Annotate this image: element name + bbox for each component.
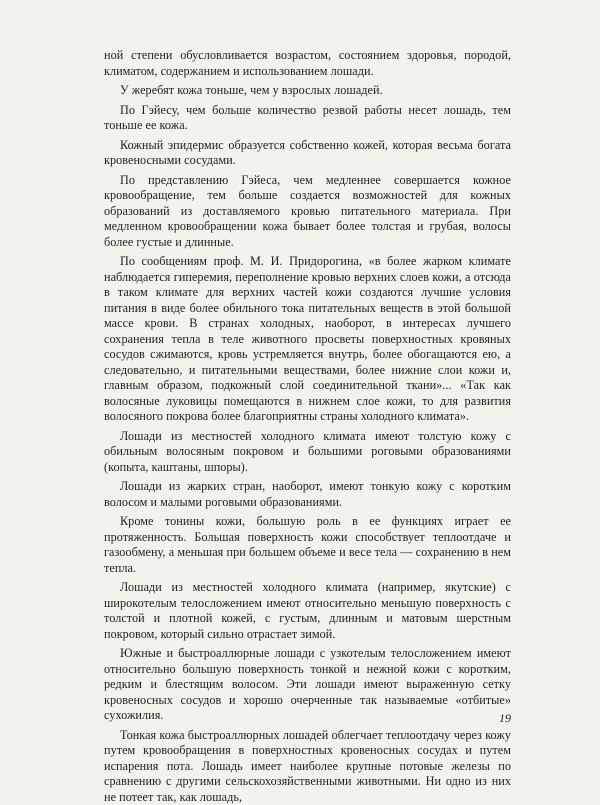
paragraph: По Гэйесу, чем больше количество резвой работы несет лошадь, тем тоньше ее кожа. — [104, 103, 511, 134]
body-text — [104, 48, 511, 805]
paragraph: Южные и быстроаллюрные лошади с узкотелым телосложением имеют относительно большую поверхность тонкой и нежной кожи с коротким, редким и блестящим волосом. Эти лошади имеют выраженную сетку кровеносных сосудов и хорошо очерченные так называемые «отбитые» сухожилия. — [104, 646, 511, 724]
page-number: 19 — [499, 711, 511, 726]
paragraph: По представлению Гэйеса, чем медленнее совершается кожное кровообращение, тем больше создается возможностей для кожных образований из доставляемого кровью питательного материала. При медленном кровообращении кожа бывает более толстая и грубая, волосы более густые и длинные. — [104, 173, 511, 251]
paragraph: Лошади из жарких стран, наоборот, имеют тонкую кожу с коротким волосом и малыми роговыми образованиями. — [104, 479, 511, 510]
paragraph: По сообщениям проф. М. И. Придорогина, «в более жарком климате наблюдается гиперемия, переполнение кровью верхних слоев кожи, а отсюда в таком климате для верхних частей кожи создаются лучшие условия питания в виде более обильного тока питательных веществ в этой большой массе крови. В странах холодных, наоборот, в интересах лучшего сохранения тепла в теле животного просветы поверхностных кровяных сосудов сжимаются, кровь устремляется внутрь, более обогащаются ею, а следовательно, и питательными веществами, более нижние слои кожи и, главным образом, подкожный слой соединительной ткани»... «Так как волосяные луковицы помещаются в нижнем слое кожи, то для развития волосяного покрова более благоприятны страны холодного климата». — [104, 254, 511, 425]
paragraph-continuation: ной степени обусловливается возрастом, состоянием здоровья, породой, климатом, содержанием и использованием лошади. — [104, 48, 511, 79]
paragraph: Тонкая кожа быстроаллюрных лошадей облегчает теплоотдачу через кожу путем кровообращения в поверхностных кровеносных сосудах и путем испарения пота. Лошадь имеет наиболее крупные потовые железы по сравнению с другими сельскохозяйственными животными. Ни одно из них не потеет так, как лошадь, — [104, 728, 511, 805]
paragraph: Кожный эпидермис образуется собственно кожей, которая весьма богата кровеносными сосудами. — [104, 138, 511, 169]
paragraph: Кроме тонины кожи, большую роль в ее функциях играет ее протяженность. Большая поверхность кожи способствует теплоотдаче и газообмену, а меньшая при большем объеме и весе тела — сохранению в нем тепла. — [104, 514, 511, 576]
paragraph: У жеребят кожа тоньше, чем у взрослых лошадей. — [104, 83, 511, 99]
paragraph: Лошади из местностей холодного климата имеют толстую кожу с обильным волосяным покровом и большими роговыми образованиями (копыта, каштаны, шпоры). — [104, 429, 511, 476]
paragraph: Лошади из местностей холодного климата (например, якутские) с широкотелым телосложением имеют относительно меньшую поверхность с толстой и плотной кожей, с густым, длинным и матовым шерстным покровом, который сильно отрастает зимой. — [104, 580, 511, 642]
